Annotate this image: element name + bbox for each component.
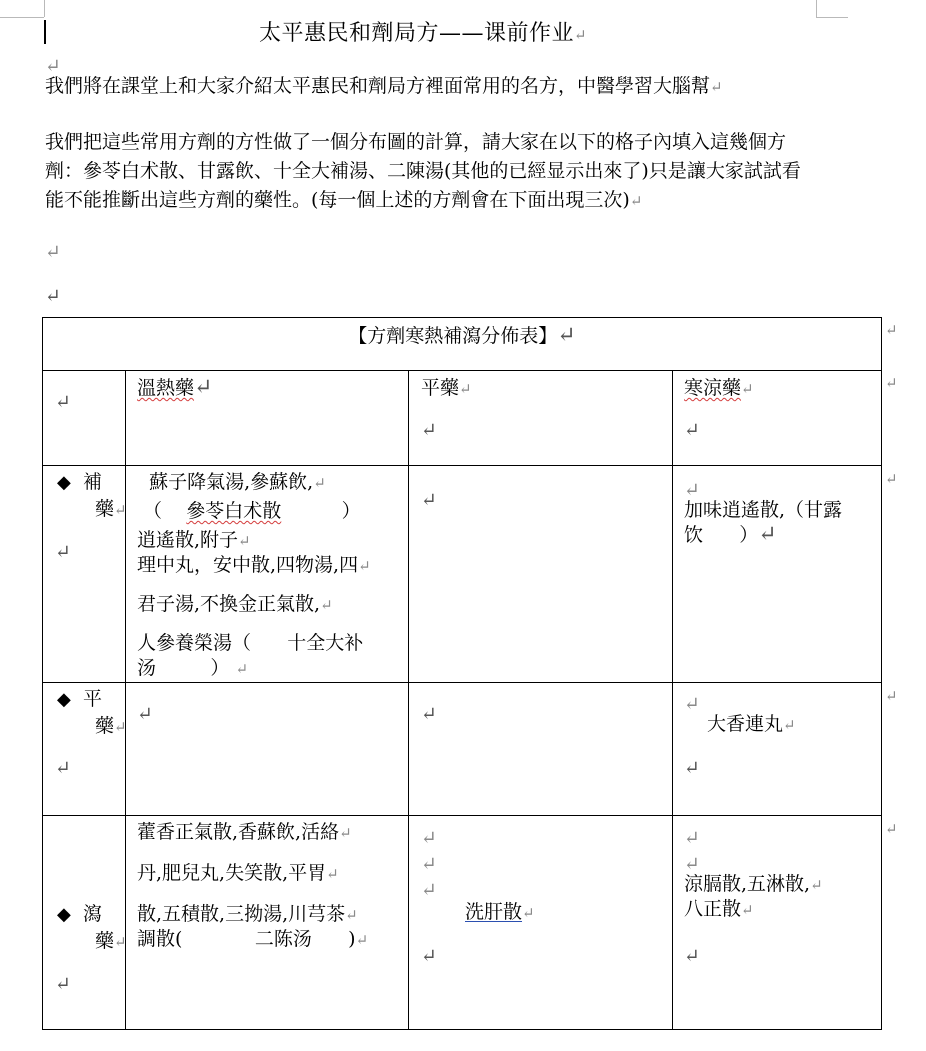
paragraph-mark-icon: ↵ — [684, 419, 700, 441]
row-label-tonify-bottom: 藥↵ — [95, 498, 127, 520]
row-end-mark-icon: ↵ — [885, 470, 898, 488]
header-warm[interactable]: 溫熱藥↵ — [137, 375, 213, 400]
row-label-neutral-bottom: 藥↵ — [95, 715, 127, 737]
document-title[interactable]: 太平惠民和劑局方——课前作业↵ — [258, 21, 588, 46]
paragraph-mark-icon: ↵ — [345, 906, 358, 924]
table-row-divider — [43, 465, 881, 466]
row-end-mark-icon: ↵ — [885, 820, 898, 838]
table-col-divider — [408, 370, 409, 1029]
diamond-bullet-icon: ◆ — [57, 904, 71, 925]
paragraph-mark-icon: ↵ — [45, 285, 61, 307]
diamond-bullet-icon: ◆ — [57, 689, 71, 710]
paragraph-mark-icon: ↵ — [684, 853, 700, 875]
paragraph-mark-icon: ↵ — [137, 703, 153, 725]
page-corner-mark-right-v — [816, 0, 817, 17]
paragraph-mark-icon: ↵ — [421, 489, 437, 511]
paragraph-mark-icon: ↵ — [238, 532, 251, 550]
cell-end-mark-icon: ↵ — [55, 391, 71, 413]
paragraph-mark-icon: ↵ — [326, 865, 339, 883]
row-label-tonify: ◆ 補 — [57, 471, 102, 493]
paragraph-mark-icon: ↵ — [741, 380, 754, 398]
row-label-purge-bottom: 藥↵ — [95, 930, 127, 952]
row-label-purge: ◆ 瀉 — [57, 903, 102, 925]
diamond-bullet-icon: ◆ — [57, 472, 71, 493]
intro-paragraph[interactable]: 我們將在課堂上和大家介紹太平惠民和劑局方裡面常用的名方，中醫學習大腦幫↵ — [45, 75, 723, 97]
paragraph-mark-icon: ↵ — [684, 827, 700, 849]
row-end-mark-icon: ↵ — [885, 374, 898, 392]
paragraph-mark-icon: ↵ — [710, 78, 723, 96]
paragraph-mark-icon: ↵ — [55, 757, 71, 779]
row-label-neutral: ◆ 平 — [57, 688, 102, 710]
paragraph-mark-icon: ↵ — [114, 718, 127, 736]
row-end-mark-icon: ↵ — [885, 321, 898, 339]
table-row-divider — [43, 815, 881, 816]
paragraph-mark-icon: ↵ — [55, 973, 71, 995]
paragraph-mark-icon: ↵ — [421, 827, 437, 849]
formula-distribution-table — [42, 317, 882, 1030]
paragraph-mark-icon: ↵ — [45, 55, 61, 77]
paragraph-mark-icon: ↵ — [573, 26, 588, 44]
table-row-divider — [43, 370, 881, 371]
purge-cold-cell[interactable]: 涼膈散,五淋散,↵ 八正散↵ — [684, 873, 823, 920]
paragraph-mark-icon: ↵ — [741, 901, 754, 919]
paragraph-mark-icon: ↵ — [114, 933, 127, 951]
paragraph-mark-icon: ↵ — [421, 703, 437, 725]
paragraph-mark-icon: ↵ — [55, 541, 71, 563]
row-end-mark-icon: ↵ — [885, 687, 898, 705]
header-cold[interactable]: 寒涼藥↵ — [684, 377, 754, 399]
paragraph-mark-icon: ↵ — [684, 945, 700, 967]
paragraph-mark-icon: ↵ — [320, 596, 333, 614]
paragraph-mark-icon: ↵ — [194, 375, 213, 400]
paragraph-mark-icon: ↵ — [421, 853, 437, 875]
instruction-paragraph[interactable]: 我們把這些常用方劑的方性做了一個分布圖的計算，請大家在以下的格子內填入這幾個方劑：參苓白术散、甘露飲、十全大補湯、二陳湯(其他的已經显示出來了)只是讓大家試試看能不能推斷出這些方劑的藥性。(每一個上述的方劑會在下面出現三次)↵ — [45, 131, 801, 211]
purge-warm-cell[interactable]: 藿香正氣散,香蘇飲,活絡↵ 丹,肥兒丸,失笑散,平胃↵ 散,五積散,三拗湯,川芎茶↵ 調散( 二陈汤 )↵ — [137, 821, 369, 950]
purge-neutral-cell[interactable]: 洗肝散↵ — [465, 901, 535, 923]
paragraph-mark-icon: ↵ — [459, 380, 472, 398]
paragraph-mark-icon: ↵ — [684, 479, 700, 501]
table-caption[interactable]: 【方劑寒熱補瀉分佈表】↵ — [348, 323, 576, 348]
paragraph-mark-icon: ↵ — [684, 693, 700, 715]
paragraph-mark-icon: ↵ — [758, 522, 777, 547]
paragraph-mark-icon: ↵ — [339, 824, 352, 842]
paragraph-mark-icon: ↵ — [629, 192, 643, 210]
paragraph-mark-icon: ↵ — [421, 419, 437, 441]
paragraph-mark-icon: ↵ — [783, 716, 796, 734]
neutral-cold-cell[interactable]: 大香連丸↵ — [707, 713, 796, 735]
paragraph-mark-icon: ↵ — [557, 323, 576, 348]
paragraph-mark-icon: ↵ — [358, 557, 371, 575]
paragraph-mark-icon: ↵ — [235, 660, 249, 678]
paragraph-mark-icon: ↵ — [810, 876, 823, 894]
tonify-cold-cell[interactable]: 加味逍遙散,（甘露 饮 ）↵ — [684, 499, 843, 547]
page-corner-mark-left-v — [44, 0, 45, 17]
table-col-divider — [672, 370, 673, 1029]
paragraph-mark-icon: ↵ — [522, 904, 535, 922]
paragraph-mark-icon: ↵ — [684, 757, 700, 779]
header-neutral[interactable]: 平藥↵ — [421, 377, 472, 399]
paragraph-mark-icon: ↵ — [313, 474, 326, 492]
tonify-warm-cell[interactable]: 蘇子降氣湯,參蘇飲,↵ （ 參苓白术散 ） 逍遙散,附子↵ 理中丸，安中散,四物湯,四↵ 君子湯,不換金正氣散,↵ 人參養榮湯（ 十全大补 汤 ） ↵ — [137, 471, 371, 679]
paragraph-mark-icon: ↵ — [421, 945, 437, 967]
paragraph-mark-icon: ↵ — [355, 931, 369, 949]
paragraph-mark-icon: ↵ — [45, 241, 61, 263]
paragraph-mark-icon: ↵ — [421, 879, 437, 901]
paragraph-mark-icon: ↵ — [114, 501, 127, 519]
